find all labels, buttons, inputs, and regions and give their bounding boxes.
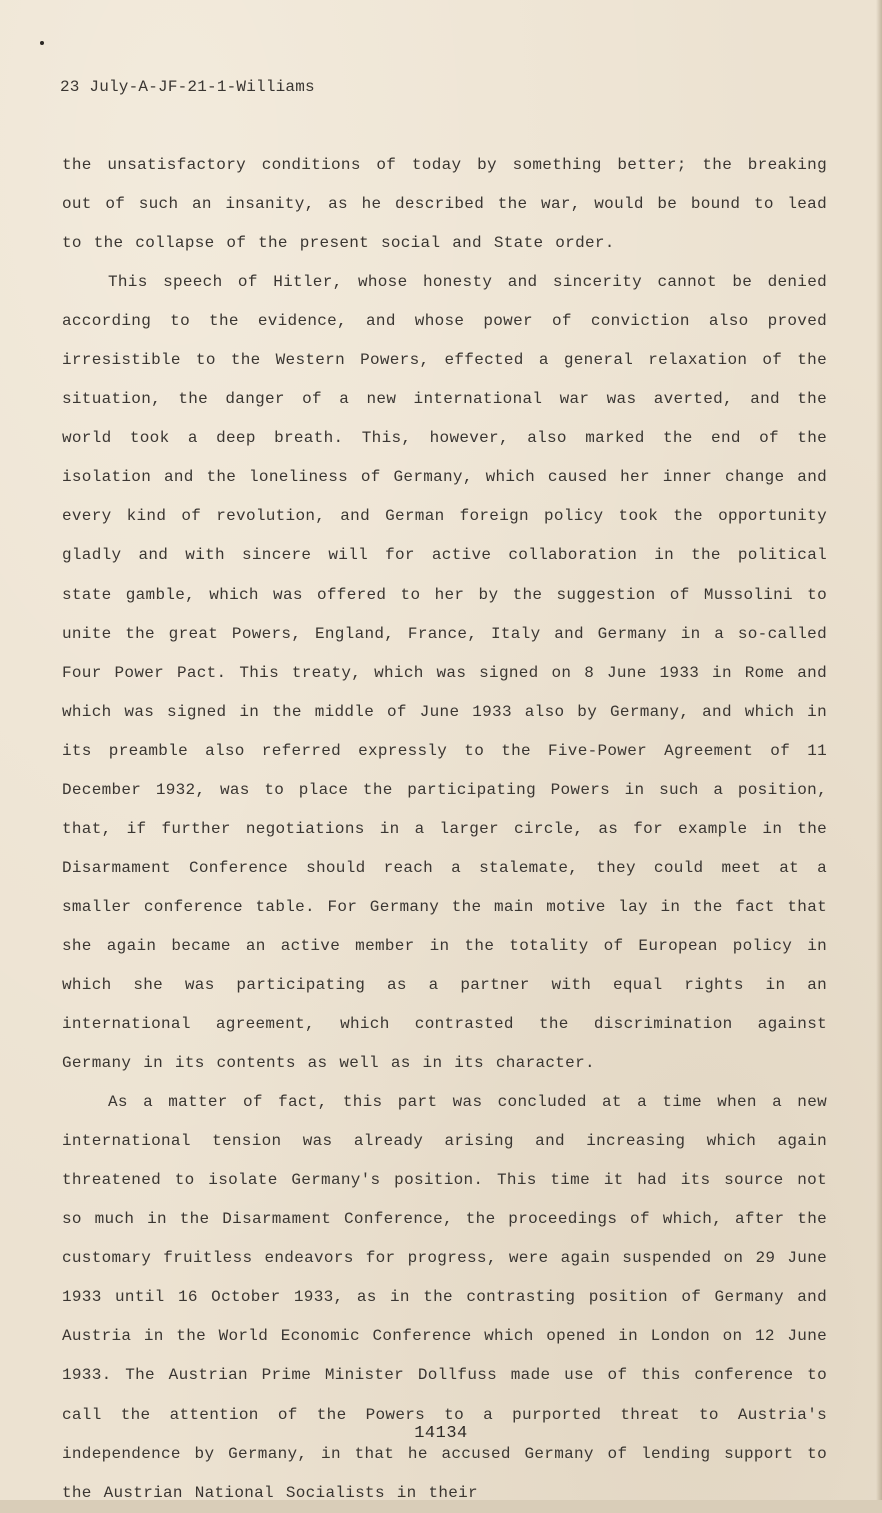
paragraph: As a matter of fact, this part was concluded at a time when a new international tension was already arising and increasing which again threatened to isolate Germany's position. This time it had its source not so much in the Disarmament Conference, the proceedings of which, after the customary fruitless endeavors for progress, were again suspended on 29 June 1933 until 16 October 1933, as in the contrasting position of Germany and Austria in the World Economic Conference which opened in London on 12 June 1933. The Austrian Prime Minister Dollfuss made use of this conference to call the attention of the Powers to a purported threat to Austria's independence by Germany, in that he accused Germany of lending support to the Austrian National Socialists in their bbox=[62, 1093, 827, 1502]
paragraph: the unsatisfactory conditions of today by something better; the breaking out of such an insanity, as he described the war, would be bound to lead to the collapse of the present social and State order. bbox=[62, 156, 827, 253]
punch-mark bbox=[40, 41, 44, 45]
page-header: 23 July-A-JF-21-1-Williams bbox=[60, 78, 315, 96]
body-text bbox=[62, 146, 827, 1513]
paragraph: This speech of Hitler, whose honesty and sincerity cannot be denied according to the evidence, and whose power of conviction also proved irresistible to the Western Powers, effected a general relaxation of the situation, the danger of a new international war was averted, and the world took a deep breath. This, however, also marked the end of the isolation and the loneliness of Germany, which caused her inner change and every kind of revolution, and German foreign policy took the opportunity gladly and with sincere will for active collaboration in the political state gamble, which was offered to her by the suggestion of Mussolini to unite the great Powers, England, France, Italy and Germany in a so-called Four Power Pact. This treaty, which was signed on 8 June 1933 in Rome and which was signed in the middle of June 1933 also by Germany, and which in its preamble also referred expressly to the Five-Power Agreement of 11 December 1932, was to place the participating Powers in such a position, that, if further negotiations in a larger circle, as for example in the Disarmament Conference should reach a stalemate, they could meet at a smaller conference table. For Germany the main motive lay in the fact that she again became an active member in the totality of European policy in which she was participating as a partner with equal rights in an international agreement, which contrasted the discrimination against Germany in its contents as well as in its character. bbox=[62, 273, 827, 1073]
page-number: 14134 bbox=[414, 1424, 468, 1443]
